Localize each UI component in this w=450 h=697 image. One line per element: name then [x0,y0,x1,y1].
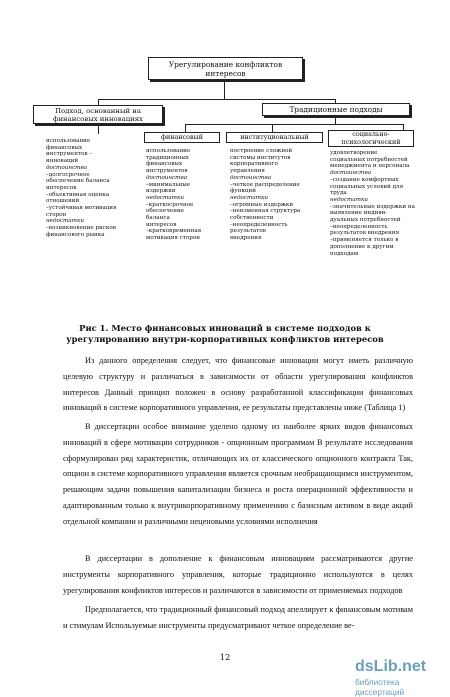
dslib-logo: dsLib.net [355,658,427,675]
col-financial-title: финансовый [161,133,203,141]
page-number: 12 [219,653,231,663]
diagram-top-label: Урегулирование конфликтов интересов [168,60,283,78]
connector [98,99,335,100]
dslib-subtitle: библиотека диссертаций [355,677,405,697]
col-social-title-box [328,130,414,147]
paragraph-4: Предполагается, что традиционный финансовый подход апеллирует к финансовым мотивам и стимулам Используемые инструменты предусматривают четкое определение ве- [63,605,413,630]
paragraph-2: В диссертации особое внимание уделено одному из наиболее ярких видов финансовых инноваций в сфере мотивации сотрудников - опционным программам В результате исследования сформулирован ряд характеристик, отличающих их от классического опционного контракта Так, опцион в системе корпоративного управления является срочным необращающимся инструментом, решающим задачи повышения капитализации бизнеса и роста операционной эффективности и адаптированным только к внутрикорпоративному применению с базисным активом в виде акций отдельной компании и различными неценовыми условиями исполнения [63,422,413,526]
col-social-body: удовлетворение социальных потребностей менеджмента и персонала достоинства –создание комфортных социальных условий для труда недостатки –значительные издержки на выявление индиви- дуальных потребностей –неопределенность результатов внедрения –применяется только в дополнение к другим подходам [330,150,415,257]
connector [335,116,336,124]
left-approach-box [33,105,163,124]
connector [272,124,273,132]
col-institutional-body: построение сложной системы институтов корпоративного управления достоинства –четкое распределение функций недостатки –огромные издержки –неизменная структура собственности –неопределенность результатов внедрения [230,148,301,242]
col-financial-body: использование традиционных финансовых инструментов достоинства –минимальные издержки недостатки –краткосрочное обеспечение баланса интересов –кратковременная мотивация сторон [146,148,202,242]
figure-caption: Рис 1. Место финансовых инноваций в системе подходов к урегулированию внутри-корпоративных конфликтов интересов [66,323,384,344]
col-financial-title-box [144,132,220,143]
col-institutional-title-box [226,132,323,143]
col-social-title: социально-психологический [341,130,401,146]
col-innovations-body: использование финансовых инструментов – инноваций достоинства –долгосрочное обеспечение баланса интересов –объективная оценка отношений –устойчивая мотивация сторон недостатки –возникновение рисков финансового рынка [46,138,117,238]
diagram-top-box [148,57,303,80]
connector [185,124,186,132]
left-approach-label: Подход, основанный на финансовых инновациях [53,107,143,123]
right-approach-box [262,103,410,116]
paragraph-1: Из данного определения следует, что финансовые инновации могут иметь различную целевую структуру и различаться в зависимости от области урегулирования конфликтов интересов Данный принцип положен в основу разработанной классификации финансовых инноваций в системе корпоративного управления, ее результаты представлены ниже (Таблица 1) [63,356,413,413]
col-institutional-title: институциональный [240,133,309,141]
paragraph-3: В диссертации в дополнение к финансовым инновациям рассматриваются другие инструменты корпоративного управления, которые традиционно используются в целях урегулирования конфликтов интересов и различаются в зависимости от применяемых подходов [63,554,413,595]
right-approach-label: Традиционные подходы [289,105,383,114]
connector [224,80,225,99]
connector [98,124,99,134]
connector [185,124,403,125]
